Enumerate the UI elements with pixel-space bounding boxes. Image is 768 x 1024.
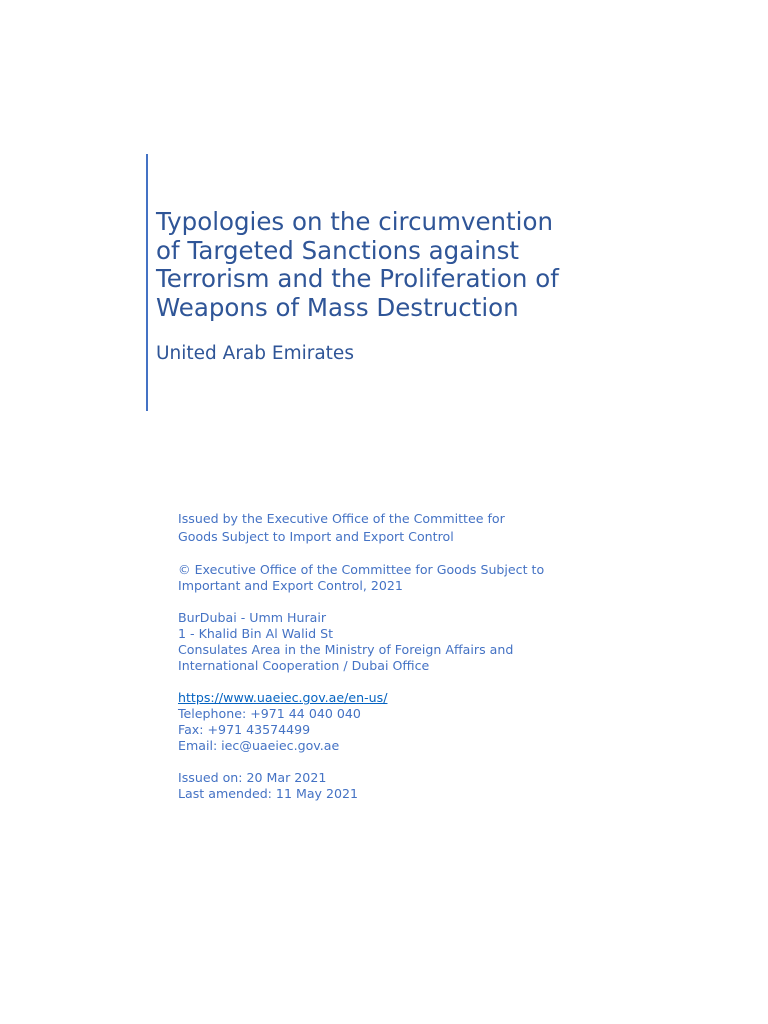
document-title bbox=[156, 208, 696, 322]
postal-address bbox=[178, 610, 738, 674]
telephone-number: Telephone: +971 44 040 040 bbox=[178, 706, 361, 721]
address-line: 1 - Khalid Bin Al Walid St bbox=[178, 626, 334, 641]
email-address: Email: iec@uaeiec.gov.ae bbox=[178, 738, 340, 753]
issued-date: Issued on: 20 Mar 2021 bbox=[178, 770, 327, 785]
contact-details bbox=[178, 690, 738, 754]
document-subtitle: United Arab Emirates bbox=[156, 343, 354, 364]
title-line: of Targeted Sanctions against bbox=[156, 235, 519, 265]
website-link[interactable]: https://www.uaeiec.gov.ae/en-us/ bbox=[178, 690, 388, 705]
issuer-line: Goods Subject to Import and Export Control bbox=[178, 529, 454, 544]
title-line: Terrorism and the Proliferation of bbox=[156, 264, 559, 293]
issuer-line: Issued by the Executive Office of the Committee for bbox=[178, 511, 505, 526]
address-line: International Cooperation / Dubai Office bbox=[178, 658, 430, 673]
amended-date: Last amended: 11 May 2021 bbox=[178, 786, 359, 801]
publication-info bbox=[178, 510, 738, 802]
issuer-statement bbox=[178, 510, 738, 546]
document-dates bbox=[178, 770, 738, 802]
title-accent-bar bbox=[146, 154, 148, 411]
copyright-line: © Executive Office of the Committee for Goods Subject to bbox=[178, 562, 545, 577]
address-line: Consulates Area in the Ministry of Foreign Affairs and bbox=[178, 642, 514, 657]
address-line: BurDubai - Umm Hurair bbox=[178, 610, 327, 625]
copyright-line: Important and Export Control, 2021 bbox=[178, 578, 403, 593]
copyright-notice bbox=[178, 562, 738, 594]
fax-number: Fax: +971 43574499 bbox=[178, 722, 311, 737]
title-line: Typologies on the circumvention bbox=[156, 207, 553, 236]
title-line: Weapons of Mass Destruction bbox=[156, 292, 519, 322]
